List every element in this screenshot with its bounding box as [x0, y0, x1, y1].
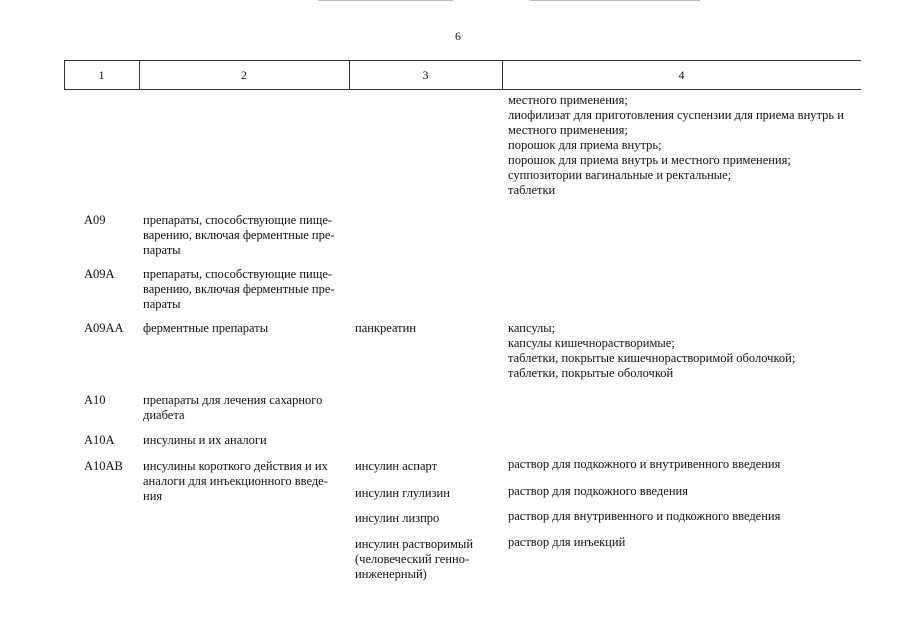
group-name — [143, 213, 350, 258]
atc-code: A09A — [84, 267, 115, 281]
group-line: инсулины короткого действия и их — [143, 459, 328, 473]
atc-code: A09 — [84, 213, 106, 227]
dosage-forms — [508, 509, 863, 524]
drug-line: инженерный) — [355, 567, 427, 581]
form-line: местного применения; — [508, 93, 628, 107]
group-line: ферментные препараты — [143, 321, 269, 335]
top-edge-rule — [530, 0, 700, 1]
top-edge-rule — [318, 0, 453, 1]
dosage-forms — [508, 535, 863, 550]
group-line: параты — [143, 243, 181, 257]
dosage-forms — [508, 484, 863, 499]
group-line: параты — [143, 297, 181, 311]
drug-name — [355, 459, 503, 474]
atc-code: A10 — [84, 393, 106, 407]
form-line: лиофилизат для приготовления суспензии для приема внутрь и — [508, 108, 844, 122]
form-line: суппозитории вагинальные и ректальные; — [508, 168, 732, 182]
group-line: диабета — [143, 408, 185, 422]
drug-line: (человеческий генно- — [355, 552, 470, 566]
atc-code: A10AB — [84, 459, 123, 473]
header-col-1: 1 — [98, 68, 105, 82]
drug-name — [355, 537, 503, 582]
drug-name — [355, 486, 503, 501]
form-line: капсулы; — [508, 321, 556, 335]
group-line: ния — [143, 489, 163, 503]
group-line: препараты, способствующие пище- — [143, 213, 333, 227]
drug-line: инсулин аспарт — [355, 459, 438, 473]
form-line: раствор для подкожного и внутривенного введения — [508, 457, 781, 471]
drug-name — [355, 511, 503, 526]
page-number: 6 — [455, 29, 461, 43]
drug-name — [355, 321, 503, 336]
form-line: таблетки, покрытые кишечнорастворимой оболочкой; — [508, 351, 796, 365]
group-line: варению, включая ферментные пре- — [143, 282, 335, 296]
drug-line: инсулин растворимый — [355, 537, 474, 551]
group-line: препараты, способствующие пище- — [143, 267, 333, 281]
group-name — [143, 321, 350, 336]
group-line: инсулины и их аналоги — [143, 433, 267, 447]
group-line: аналоги для инъекционного введе- — [143, 474, 328, 488]
group-line: препараты для лечения сахарного — [143, 393, 323, 407]
form-line: таблетки — [508, 183, 556, 197]
header-col-4: 4 — [678, 68, 685, 82]
form-line: капсулы кишечнорастворимые; — [508, 336, 675, 350]
form-line: раствор для внутривенного и подкожного введения — [508, 509, 781, 523]
group-name — [143, 459, 350, 504]
form-line: местного применения; — [508, 123, 628, 137]
group-name — [143, 393, 350, 423]
form-line: таблетки, покрытые оболочкой — [508, 366, 674, 380]
form-line: раствор для инъекций — [508, 535, 626, 549]
group-name — [143, 267, 350, 312]
header-col-3: 3 — [422, 68, 429, 82]
drug-line: инсулин лизпро — [355, 511, 440, 525]
table-header — [64, 60, 861, 90]
dosage-forms — [508, 321, 863, 381]
form-line: порошок для приема внутрь и местного применения; — [508, 153, 791, 167]
atc-code: A09AA — [84, 321, 124, 335]
drug-line: панкреатин — [355, 321, 417, 335]
continuation-forms — [508, 93, 863, 198]
form-line: порошок для приема внутрь; — [508, 138, 662, 152]
group-line: варению, включая ферментные пре- — [143, 228, 335, 242]
atc-code: A10A — [84, 433, 115, 447]
form-line: раствор для подкожного введения — [508, 484, 688, 498]
header-col-2: 2 — [241, 68, 247, 82]
drug-line: инсулин глулизин — [355, 486, 450, 500]
dosage-forms — [508, 457, 863, 472]
group-name — [143, 433, 350, 448]
